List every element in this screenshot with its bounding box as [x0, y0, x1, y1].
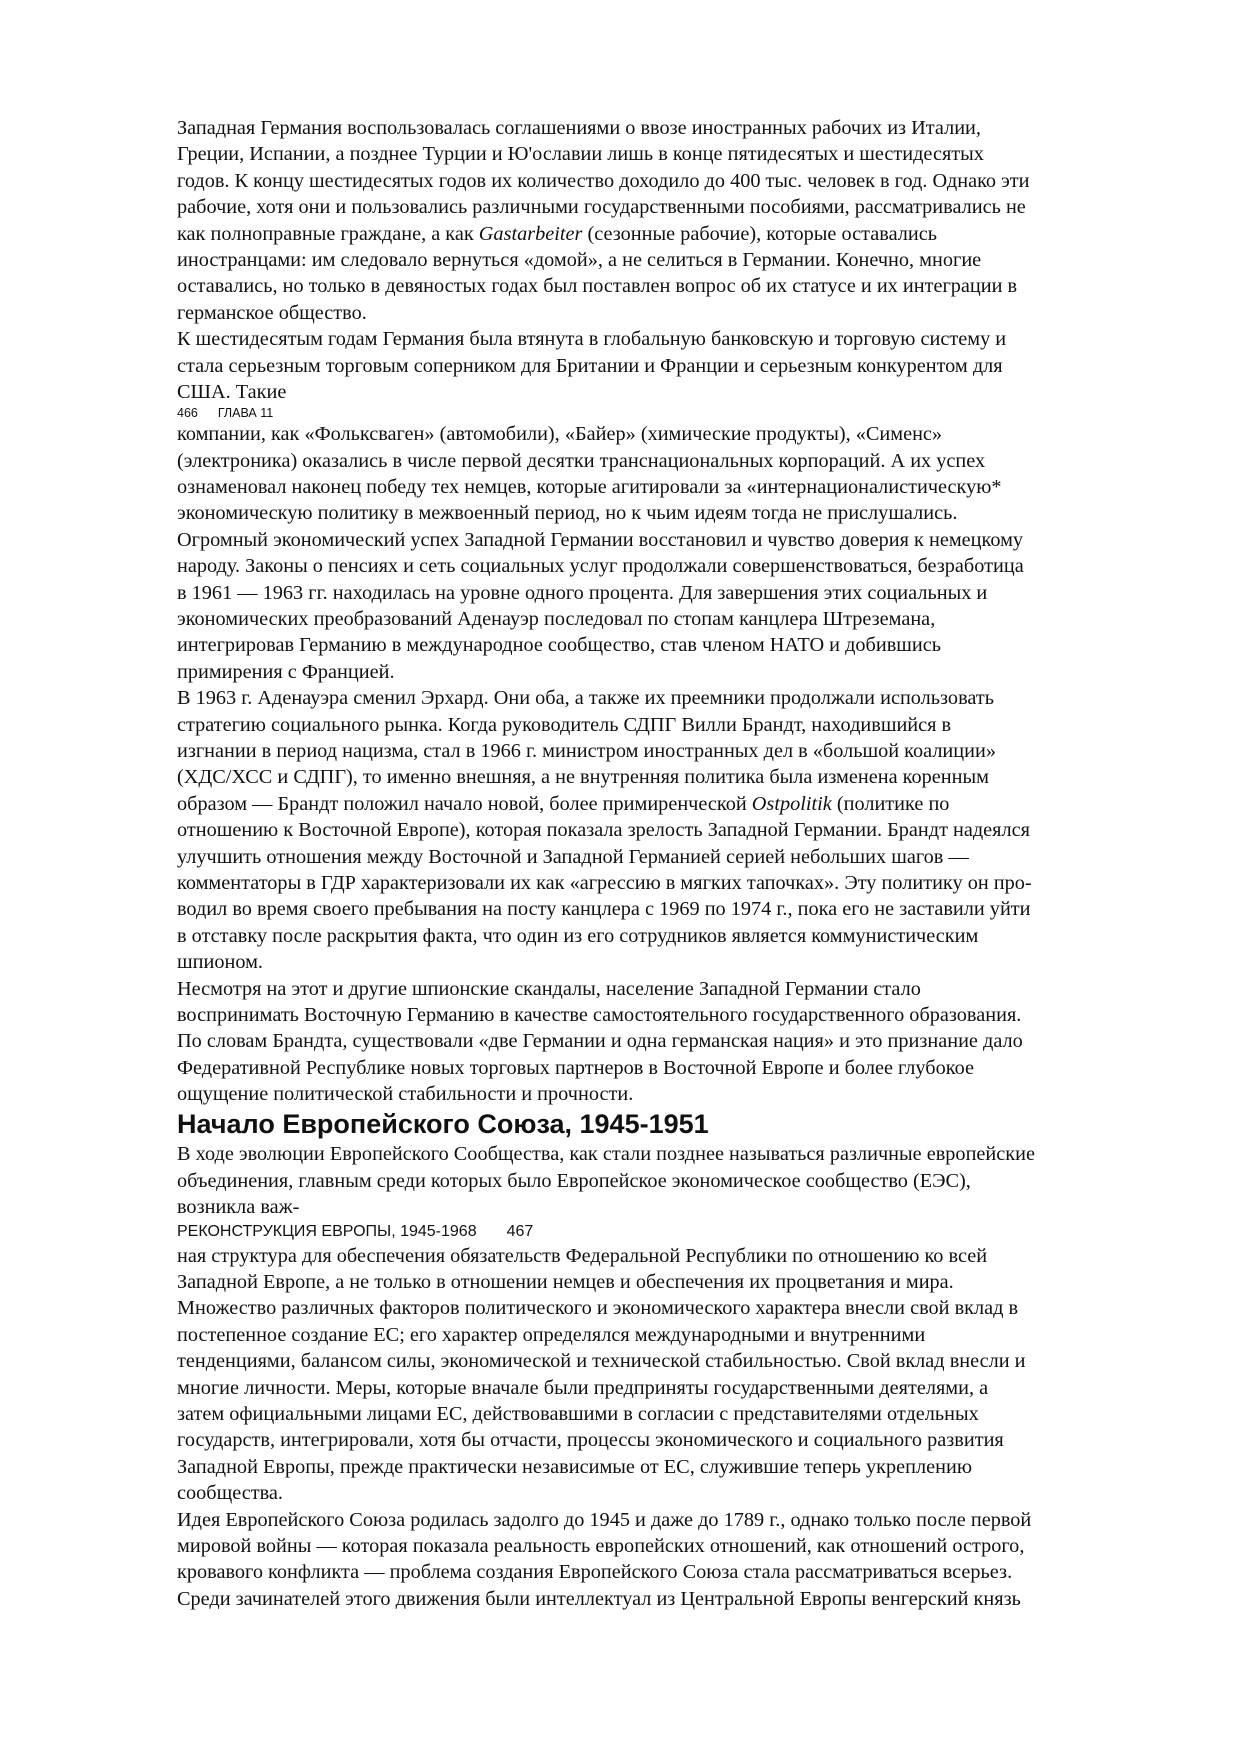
text-run: оставались, но только в девяностых годах был поставлен вопрос об их статусе и их интеграции в: [177, 275, 1018, 298]
text-run: Федеративной Республике новых торговых партнеров в Восточной Европе и более глубокое: [177, 1056, 974, 1079]
text-line: [177, 976, 1162, 1002]
text-line: [177, 764, 1162, 790]
text-line: [177, 1375, 1162, 1401]
text-line: [177, 115, 1162, 141]
text-line: [177, 738, 1162, 764]
text-run: улучшить отношения между Восточной и Западной Германией серией небольших шагов —: [177, 845, 969, 868]
text-run: Идея Европейского Союза родилась задолго до 1945 и даже до 1789 г., однако только после первой: [177, 1508, 1032, 1531]
text-line: [177, 379, 1162, 405]
text-line: [177, 632, 1162, 658]
text-run: изгнании в период нацизма, стал в 1966 г. министром иностранных дел в «большой коалиции»: [177, 739, 996, 762]
paragraph: [177, 115, 1162, 326]
text-run: образом — Брандт положил начало новой, более примиренческой: [177, 792, 752, 815]
text-run: шпионом.: [177, 951, 263, 974]
text-line: [177, 1480, 1162, 1506]
text-line: [177, 1427, 1162, 1453]
running-header: [177, 1221, 1162, 1243]
text-line: [177, 1002, 1162, 1028]
paragraph: [177, 1243, 1162, 1507]
text-run: (политике по: [831, 792, 950, 815]
text-run: Огромный экономический успех Западной Германии восстановил и чувство доверия к немецкому: [177, 528, 1024, 551]
text-run: водил во время своего пребывания на посту канцлера с 1969 по 1974 г., пока его не заставили уйти: [177, 898, 1031, 921]
text-line: [177, 923, 1162, 949]
text-run: комментаторы в ГДР характеризовали их как «агрессию в мягких тапочках». Эту политику он про-: [177, 871, 1032, 894]
text-line: [177, 1168, 1162, 1194]
text-line: [177, 326, 1162, 352]
text-line: [177, 141, 1162, 167]
page-number: 467: [506, 1222, 534, 1240]
paragraph: [177, 326, 1162, 405]
text-line: [177, 1243, 1162, 1269]
text-run: В ходе эволюции Европейского Сообщества, как стали позднее называться различные европейские: [177, 1143, 1035, 1166]
text-line: [177, 1081, 1162, 1107]
text-run: народу. Законы о пенсиях и сеть социальных услуг продолжали совершенствоваться, безработица: [177, 555, 1024, 578]
text-line: [177, 1348, 1162, 1374]
text-line: [177, 1141, 1162, 1167]
text-line: [177, 194, 1162, 220]
text-run: кровавого конфликта — проблема создания Европейского Союза стала рассматриваться всерьез.: [177, 1561, 1013, 1584]
text-line: [177, 712, 1162, 738]
text-run: тенденциями, балансом силы, экономической и технической стабильностью. Свой вклад внесли и: [177, 1350, 1026, 1373]
text-run: годов. К концу шестидесятых годов их количество доходило до 400 тыс. человек в год. Однако эти: [177, 169, 1030, 192]
text-run: ознаменовал наконец победу тех немцев, которые агитировали за «интернационалистическую*: [177, 476, 1002, 499]
text-line: [177, 300, 1162, 326]
text-run: Западная Германия воспользовалась соглашениями о ввозе иностранных рабочих из Италии,: [177, 117, 981, 139]
text-line: [177, 221, 1162, 247]
paragraph: [177, 976, 1162, 1108]
text-run: стратегию социального рынка. Когда руководитель СДПГ Вилли Брандт, находившийся в: [177, 713, 952, 736]
text-run: США. Такие: [177, 380, 287, 403]
text-run: (ХДС/ХСС и СДПГ), то именно внешняя, а не внутренняя политика была изменена коренным: [177, 766, 989, 789]
text-run: рабочие, хотя они и пользовались различными государственными пособиями, рассматривались не: [177, 196, 1026, 219]
text-run: как полноправные граждане, а как: [177, 222, 479, 245]
text-run: интегрировав Германию в международное сообщество, став членом НАТО и добившись: [177, 634, 942, 657]
text-line: [177, 500, 1162, 526]
text-line: [177, 421, 1162, 447]
running-title: ГЛАВА 11: [217, 406, 274, 421]
text-line: [177, 1028, 1162, 1054]
text-line: [177, 1533, 1162, 1559]
text-line: [177, 1454, 1162, 1480]
italic-term: Gastarbeiter: [478, 222, 583, 245]
page-number: 466: [177, 406, 198, 421]
text-run: К шестидесятым годам Германия была втянута в глобальную банковскую и торговую систему и: [177, 328, 1007, 351]
text-run: ощущение политической стабильности и прочности.: [177, 1083, 634, 1106]
text-run: возникла важ-: [177, 1196, 300, 1219]
paragraph: [177, 1141, 1162, 1220]
running-title: РЕКОНСТРУКЦИЯ ЕВРОПЫ, 1945-1968: [177, 1222, 477, 1240]
text-line: [177, 659, 1162, 685]
text-line: [177, 1322, 1162, 1348]
text-run: воспринимать Восточную Германию в качестве самостоятельного государственного образования.: [177, 1003, 1022, 1026]
text-run: Множество различных факторов политического и экономического характера внесли свой вклад в: [177, 1297, 1019, 1320]
text-line: [177, 168, 1162, 194]
text-run: государств, интегрировали, хотя бы отчасти, процессы экономического и социального развития: [177, 1429, 1004, 1452]
text-run: в отставку после раскрытия факта, что один из его сотрудников является коммунистическим: [177, 924, 979, 947]
text-line: [177, 353, 1162, 379]
text-line: [177, 1295, 1162, 1321]
paragraph: [177, 685, 1162, 975]
text-run: экономическую политику в межвоенный период, но к чьим идеям тогда не прислушались.: [177, 502, 958, 525]
text-run: ная структура для обеспечения обязательств Федеральной Республики по отношению ко всей: [177, 1244, 988, 1267]
text-run: объединения, главным среди которых было Европейское экономическое сообщество (ЕЭС),: [177, 1169, 971, 1192]
text-line: [177, 273, 1162, 299]
text-run: отношению к Восточной Европе), которая показала зрелость Западной Германии. Брандт надеялся: [177, 819, 1030, 842]
text-line: [177, 474, 1162, 500]
text-line: [177, 1269, 1162, 1295]
text-line: [177, 844, 1162, 870]
text-line: [177, 448, 1162, 474]
text-line: [177, 553, 1162, 579]
text-run: постепенное создание ЕС; его характер определялся международными и внутренними: [177, 1323, 926, 1346]
text-run: иностранцами: им следовало вернуться «домой», а не селиться в Германии. Конечно, многие: [177, 248, 982, 271]
text-line: [177, 527, 1162, 553]
text-run: В 1963 г. Аденауэра сменил Эрхард. Они оба, а также их преемники продолжали использовать: [177, 687, 994, 710]
text-run: Несмотря на этот и другие шпионские скандалы, население Западной Германии стало: [177, 977, 921, 1000]
text-run: многие личности. Меры, которые вначале были предприняты государственными деятелями, а: [177, 1376, 989, 1399]
text-line: [177, 1401, 1162, 1427]
section-heading: Начало Европейского Союза, 1945-1951: [177, 1109, 709, 1140]
text-line: [177, 791, 1162, 817]
text-line: [177, 580, 1162, 606]
text-run: Западной Европы, прежде практически независимые от ЕС, служившие теперь укреплению: [177, 1455, 972, 1478]
italic-term: Ostpolitik: [751, 792, 832, 815]
text-line: [177, 1507, 1162, 1533]
text-line: [177, 1559, 1162, 1585]
text-line: [177, 896, 1162, 922]
text-run: (сезонные рабочие), которые оставались: [582, 222, 937, 245]
text-run: в 1961 — 1963 гг. находилась на уровне одного процента. Для завершения этих социальных и: [177, 581, 988, 604]
text-run: Греции, Испании, а позднее Турции и Ю'ославии лишь в конце пятидесятых и шестидесятых: [177, 143, 984, 166]
paragraph: [177, 421, 1162, 685]
document-page: [177, 115, 1162, 1612]
text-run: Западной Европе, а не только в отношении немцев и обеспечения их процветания и мира.: [177, 1271, 954, 1294]
text-line: [177, 606, 1162, 632]
text-run: сообщества.: [177, 1482, 283, 1505]
text-line: [177, 685, 1162, 711]
text-run: затем официальными лицами ЕС, действовавшими в согласии с представителями отдельных: [177, 1402, 979, 1425]
text-run: По словам Брандта, существовали «две Германии и одна германская нация» и это признание дало: [177, 1030, 1023, 1053]
text-run: экономических преобразований Аденауэр последовал по стопам канцлера Штреземана,: [177, 608, 936, 631]
text-run: стала серьезным торговым соперником для Британии и Франции и серьезным конкурентом для: [177, 354, 1003, 377]
text-line: [177, 1586, 1162, 1612]
text-run: примирения с Францией.: [177, 660, 395, 683]
text-run: (электроника) оказались в числе первой десятки транснациональных корпораций. А их успех: [177, 449, 986, 472]
text-line: [177, 870, 1162, 896]
text-run: Среди зачинателей этого движения были интеллектуал из Центральной Европы венгерский князь: [177, 1587, 1021, 1610]
text-run: мировой войны — которая показала реальность европейских отношений, как отношений острого,: [177, 1534, 1025, 1557]
paragraph: [177, 1507, 1162, 1613]
text-line: [177, 949, 1162, 975]
text-line: [177, 1055, 1162, 1081]
text-run: компании, как «Фольксваген» (автомобили), «Байер» (химические продукты), «Сименс»: [177, 423, 943, 446]
running-header: [177, 405, 1162, 421]
text-line: [177, 817, 1162, 843]
text-line: [177, 1194, 1162, 1220]
text-line: [177, 247, 1162, 273]
text-run: германское общество.: [177, 301, 367, 324]
